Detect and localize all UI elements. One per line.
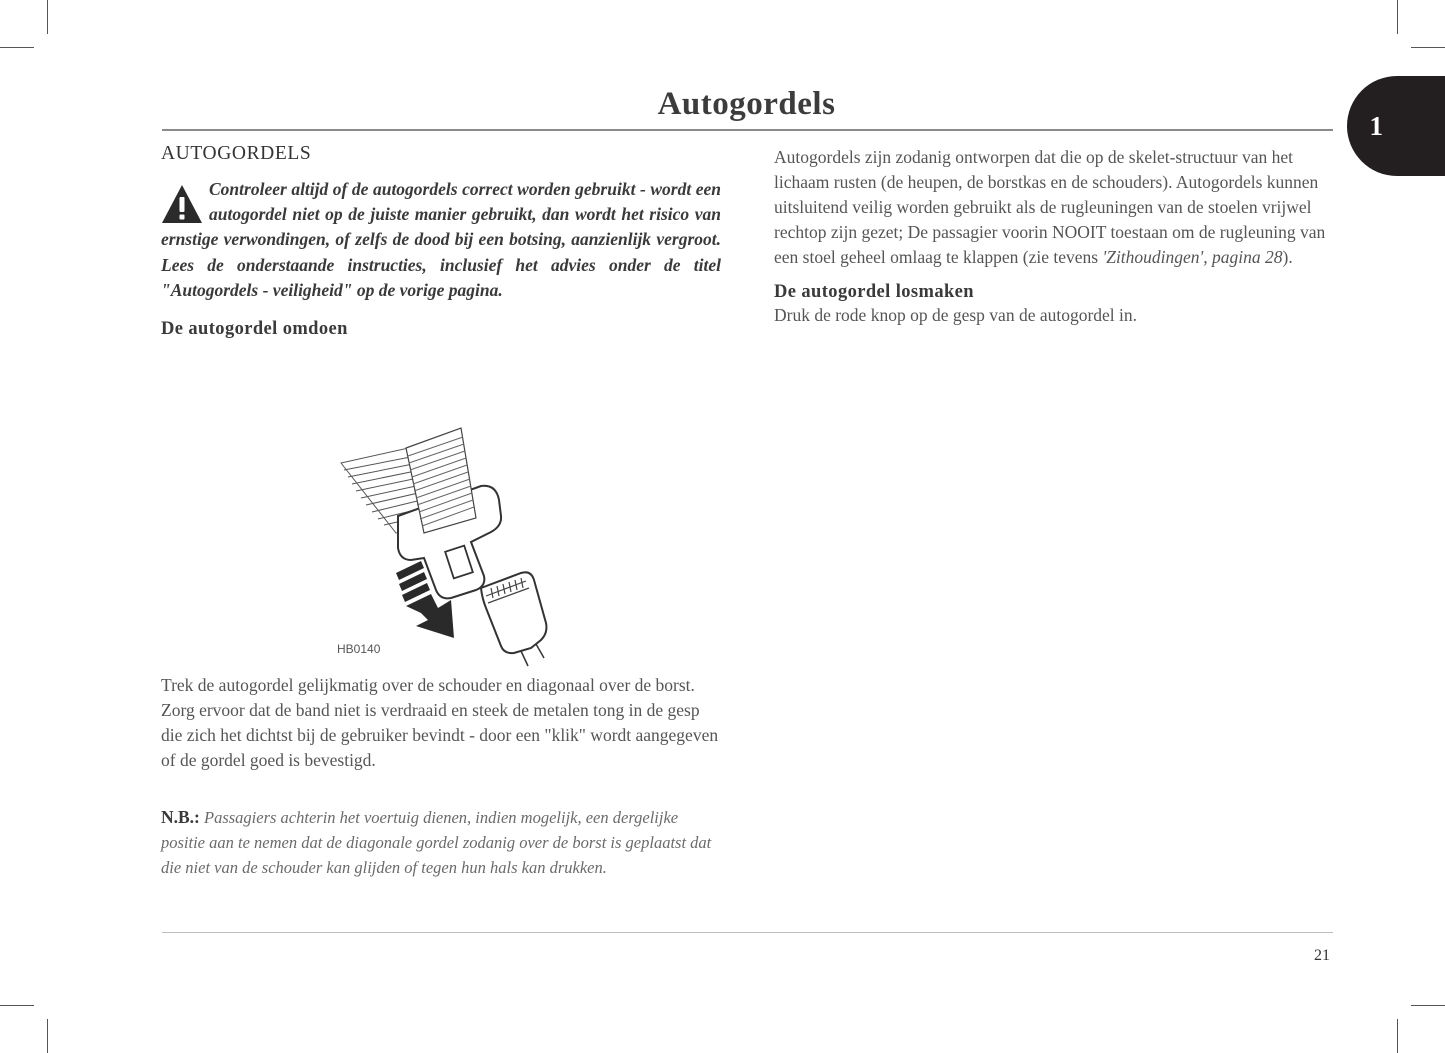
right-column [774,145,1339,328]
header-rule [162,129,1333,131]
fasten-instructions: Trek de autogordel gelijkmatig over de schouder en diagonaal over de borst. Zorg ervoor dat de band niet is verdraaid en steek de metalen tong in de gesp die zich het dichtst bij de gebruiker bevindt - door een "klik" wordt aangegeven of de gordel goed is bevestigd. [161,675,719,770]
page-reference-link[interactable]: 'Zithoudingen', pagina 28 [1102,247,1283,267]
page-number: 21 [1314,947,1330,964]
seat-belt-buckle-illustration [336,408,586,668]
release-instruction: Druk de rode knop op de gesp van de autogordel in. [774,305,1138,325]
crop-mark [1411,1005,1445,1006]
warning-text: Controleer altijd of de autogordels correct worden gebruikt - wordt een autogordel niet op de juiste manier gebruikt, dan wordt het risico van ernstige verwondingen, of zelfs de dood bij een botsing, aanzienlijk vergroot. Lees de onderstaande instructies, inclusief het advies onder de titel "Autogordels - veiligheid" op de vorige pagina. [161,179,721,300]
crop-mark [47,1019,48,1053]
warning-block [161,177,721,303]
page-title: Autogordels [657,86,836,122]
left-column [161,143,721,877]
belt-design-text: Autogordels zijn zodanig ontworpen dat die op de skelet-structuur van het lichaam rusten (de heupen, de borstkas en de schouders). Autogordels kunnen uitsluitend veilig worden gebruikt als de rugleuningen van de stoelen vrijwel rechtop zijn gezet; De passagier voorin NOOIT toestaan om de rugleuning van een stoel geheel omlaag te klappen (zie tevens [774,147,1326,267]
chapter-number: 1 [1369,111,1383,141]
crop-mark [0,1005,34,1006]
belt-design-suffix: ). [1282,247,1293,267]
note-prefix: N.B.: [161,807,200,827]
warning-triangle-icon [161,183,203,225]
section-heading: AUTOGORDELS [161,143,312,164]
figure-label: HB0140 [337,642,381,656]
crop-mark [47,0,48,34]
subheading-fasten: De autogordel omdoen [161,319,348,340]
footer-rule [162,932,1333,933]
crop-mark [1411,47,1445,48]
crop-mark [1397,1019,1398,1053]
chapter-tab[interactable] [1347,76,1445,176]
note-text: Passagiers achterin het voertuig dienen, indien mogelijk, een dergelijke positie aan te nemen dat de diagonale gordel zodanig over de borst is geplaatst dat die niet van de schouder kan glijden of tegen hun hals kan drukken. [161,808,712,877]
crop-mark [1397,0,1398,34]
note-block [161,805,721,880]
crop-mark [0,47,34,48]
belt-design-paragraph [774,145,1339,270]
subheading-release: De autogordel losmaken [774,282,974,302]
